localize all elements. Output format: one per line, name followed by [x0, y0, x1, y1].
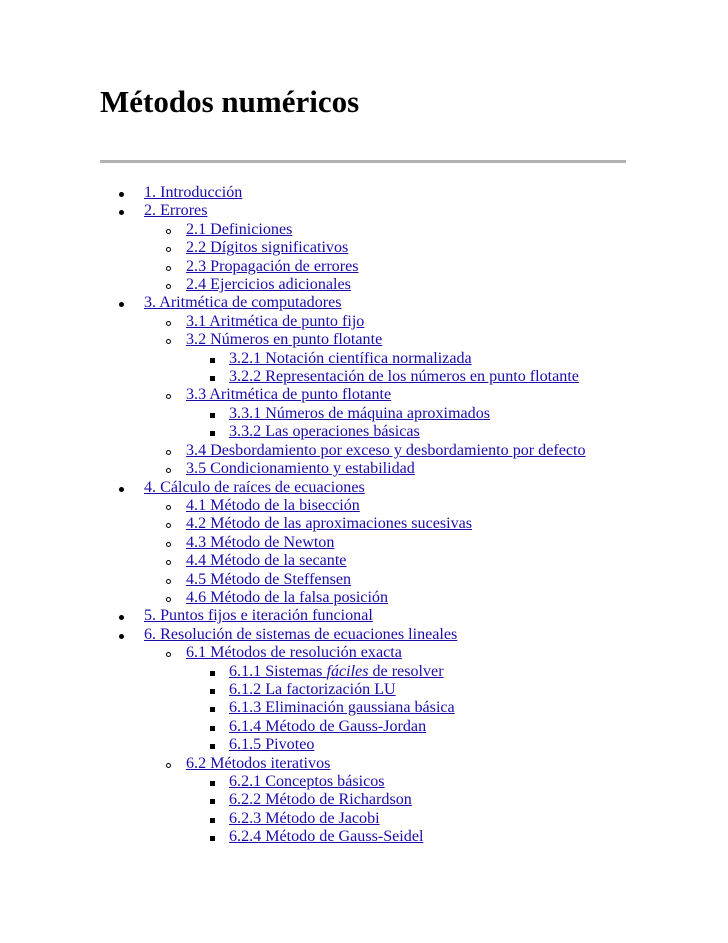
- toc-link[interactable]: 6.2.1 Conceptos básicos: [229, 773, 385, 790]
- toc-link[interactable]: 6.1.5 Pivoteo: [229, 736, 315, 754]
- horizontal-rule: [100, 160, 626, 163]
- toc-link[interactable]: 3. Aritmética de computadores: [144, 294, 342, 312]
- toc-link[interactable]: 6.2.2 Método de Richardson: [229, 791, 412, 809]
- toc-link[interactable]: 2.1 Definiciones: [186, 220, 293, 238]
- toc-item: [0, 534, 586, 552]
- toc-link[interactable]: 4.4 Método de la secante: [186, 552, 347, 570]
- toc-item: [0, 202, 586, 220]
- toc-link[interactable]: 6.2.4 Método de Gauss-Seidel: [229, 828, 424, 846]
- toc-link[interactable]: 4.1 Método de la bisección: [186, 496, 360, 514]
- toc-item: [0, 644, 586, 662]
- toc-link[interactable]: 3.3.1 Números de máquina aproximados: [229, 404, 491, 422]
- toc-link[interactable]: 6.1.2 La factorización LU: [229, 680, 396, 698]
- toc-link[interactable]: 3.2 Números en punto flotante: [186, 331, 383, 349]
- toc-item: [0, 276, 586, 294]
- toc-link[interactable]: 2.2 Dígitos significativos: [186, 239, 349, 257]
- toc-item: [0, 736, 586, 754]
- toc-item: [0, 552, 586, 570]
- toc-item: [0, 515, 586, 533]
- toc-link[interactable]: 3.3 Aritmética de punto flotante: [186, 386, 392, 404]
- toc-item: [0, 442, 586, 460]
- toc-item: [0, 460, 586, 478]
- toc-item: [0, 313, 586, 331]
- toc-item: [0, 607, 586, 625]
- toc-link[interactable]: 6.2 Métodos iterativos: [186, 754, 331, 772]
- table-of-contents: [0, 184, 586, 847]
- toc-link[interactable]: 3.5 Condicionamiento y estabilidad: [186, 460, 415, 478]
- toc-item: [0, 258, 586, 276]
- toc-item: [0, 294, 586, 312]
- toc-item: [0, 423, 586, 441]
- page-title: Métodos numéricos: [100, 84, 360, 119]
- toc-link[interactable]: 6.1.3 Eliminación gaussiana básica: [229, 699, 455, 717]
- toc-item: [0, 368, 586, 386]
- toc-link[interactable]: 6.1.4 Método de Gauss-Jordan: [229, 717, 427, 735]
- toc-item: [0, 810, 586, 828]
- toc-link[interactable]: 1. Introducción: [144, 184, 243, 201]
- toc-item: [0, 626, 586, 644]
- toc-item: [0, 221, 586, 239]
- toc-item: [0, 350, 586, 368]
- toc-item: [0, 589, 586, 607]
- toc-item: [0, 791, 586, 809]
- toc-item: [0, 755, 586, 773]
- toc-link[interactable]: 6.1.1 Sistemas fáciles de resolver: [229, 662, 444, 680]
- toc-link[interactable]: 3.2.1 Notación científica normalizada: [229, 349, 472, 367]
- toc-link[interactable]: 3.3.2 Las operaciones básicas: [229, 423, 420, 441]
- toc-item: [0, 571, 586, 589]
- toc-link[interactable]: 3.4 Desbordamiento por exceso y desbordamiento por defecto: [186, 441, 586, 459]
- toc-link[interactable]: 4.6 Método de la falsa posición: [186, 588, 389, 606]
- toc-link[interactable]: 3.1 Aritmética de punto fijo: [186, 312, 365, 330]
- toc-item: [0, 718, 586, 736]
- toc-item: [0, 663, 586, 681]
- toc-link[interactable]: 4.5 Método de Steffensen: [186, 570, 352, 588]
- toc-link[interactable]: 6. Resolución de sistemas de ecuaciones lineales: [144, 625, 458, 643]
- toc-item: [0, 184, 586, 202]
- toc-item: [0, 239, 586, 257]
- toc-item: [0, 828, 586, 846]
- toc-link[interactable]: 2.3 Propagación de errores: [186, 257, 359, 275]
- toc-link[interactable]: 4. Cálculo de raíces de ecuaciones: [144, 478, 365, 496]
- toc-item: [0, 331, 586, 349]
- toc-item: [0, 773, 586, 791]
- toc-item: [0, 386, 586, 404]
- toc-item: [0, 699, 586, 717]
- toc-link[interactable]: 3.2.2 Representación de los números en punto flotante: [229, 368, 579, 386]
- toc-link[interactable]: 2. Errores: [144, 202, 208, 220]
- toc-item: [0, 405, 586, 423]
- toc-link[interactable]: 4.3 Método de Newton: [186, 533, 335, 551]
- toc-link[interactable]: 6.1 Métodos de resolución exacta: [186, 644, 402, 662]
- toc-link[interactable]: 2.4 Ejercicios adicionales: [186, 276, 351, 294]
- toc-link[interactable]: 4.2 Método de las aproximaciones sucesivas: [186, 515, 473, 533]
- toc-item: [0, 681, 586, 699]
- toc-link[interactable]: 5. Puntos fijos e iteración funcional: [144, 607, 373, 625]
- toc-item: [0, 479, 586, 497]
- toc-link[interactable]: 6.2.3 Método de Jacobi: [229, 809, 380, 827]
- toc-item: [0, 497, 586, 515]
